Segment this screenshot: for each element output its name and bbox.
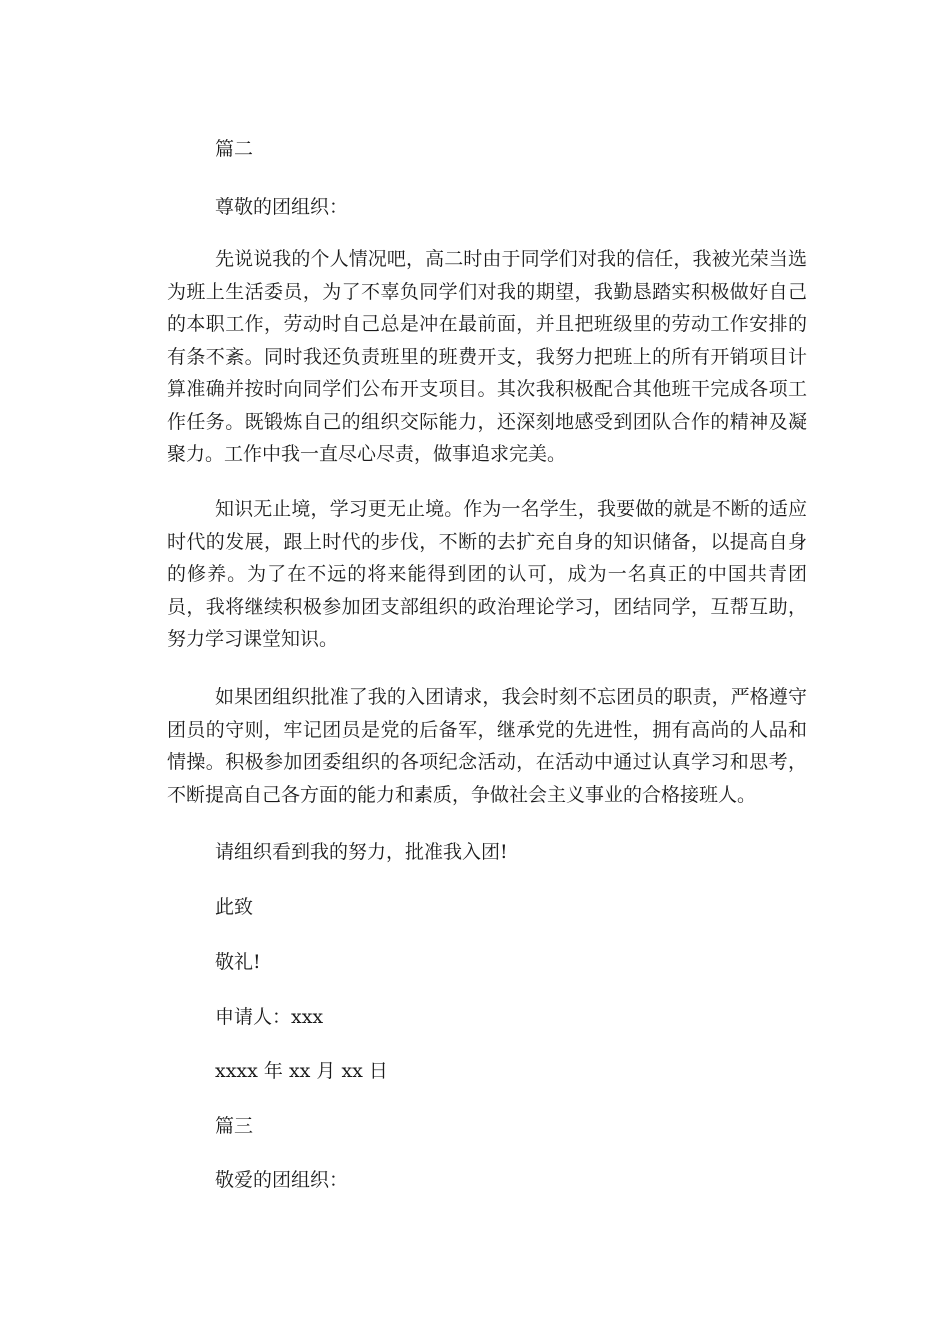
paragraph-personal-situation: 先说说我的个人情况吧，高二时由于同学们对我的信任，我被光荣当选为班上生活委员，为了不辜负同学们对我的期望，我勤恳踏实积极做好自己的本职工作，劳动时自己总是冲在最前面，并且把班级里的劳动工作安排的有条不紊。同时我还负责班里的班费开支，我努力把班上的所有开销项目计算准确并按时向同学们公布开支项目。其次我积极配合其他班干完成各项工作任务。既锻炼自己的组织交际能力，还深刻地感受到团队合作的精神及凝聚力。工作中我一直尽心尽责，做事追求完美。 (167, 248, 807, 465)
section-two-heading: 篇二 (215, 138, 254, 160)
closing-salutation: 此致 (215, 896, 254, 918)
applicant-line: 申请人：xxx (215, 1006, 324, 1028)
closing-regards: 敬礼! (215, 951, 261, 973)
salutation-three: 敬爱的团组织： (215, 1169, 349, 1191)
salutation-two: 尊敬的团组织： (215, 196, 349, 218)
section-three-heading: 篇三 (215, 1115, 254, 1137)
paragraph-learning: 知识无止境，学习更无止境。作为一名学生，我要做的就是不断的适应时代的发展，跟上时代的步伐，不断的去扩充自身的知识储备，以提高自身的修养。为了在不远的将来能得到团的认可，成为一名真正的中国共青团员，我将继续积极参加团支部组织的政治理论学习，团结同学，互帮互助，努力学习课堂知识。 (167, 498, 807, 650)
paragraph-commitment: 如果团组织批准了我的入团请求，我会时刻不忘团员的职责，严格遵守团员的守则，牢记团员是党的后备军，继承党的先进性，拥有高尚的人品和情操。积极参加团委组织的各项纪念活动，在活动中通过认真学习和思考，不断提高自己各方面的能力和素质，争做社会主义事业的合格接班人。 (167, 686, 807, 806)
date-line: xxxx 年 xx 月 xx 日 (215, 1060, 388, 1082)
closing-request: 请组织看到我的努力，批准我入团! (215, 841, 508, 863)
